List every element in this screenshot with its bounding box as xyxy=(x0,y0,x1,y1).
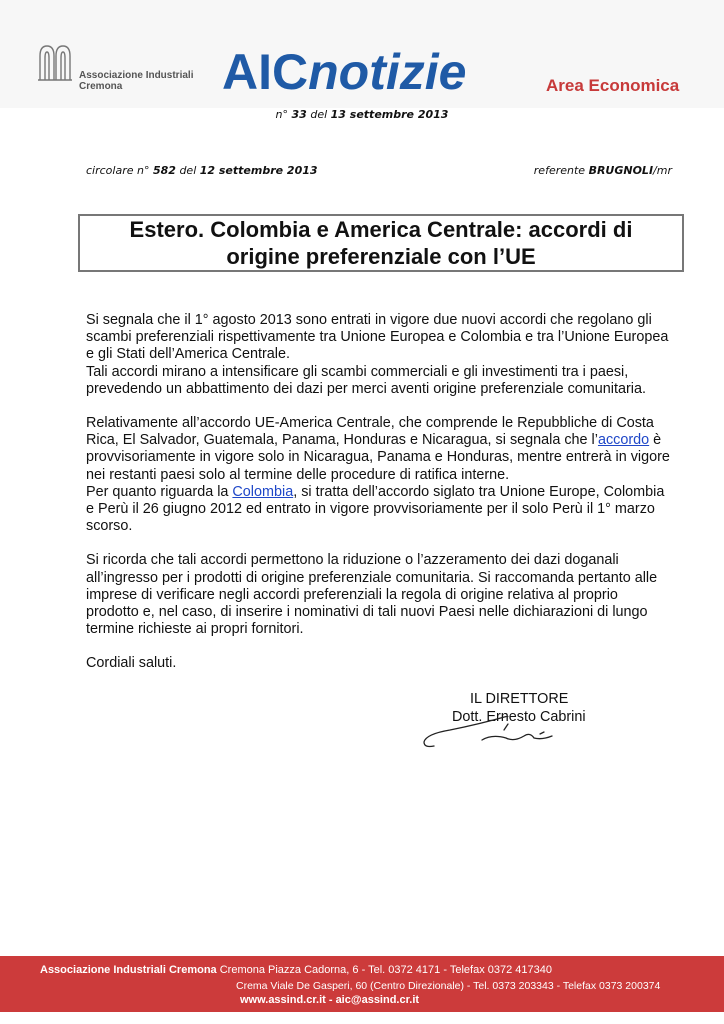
referent-meta xyxy=(534,164,672,177)
footer-org-name: Associazione Industriali Cremona xyxy=(40,964,217,976)
p4-line: e Perù il 26 giugno 2012 ed entrato in vigore provvisoriamente per il solo Perù il 1° marzo xyxy=(86,501,655,518)
signer-role: IL DIRETTORE xyxy=(470,691,569,707)
referent-prefix: referente xyxy=(533,164,586,177)
p3-line-with-link xyxy=(86,432,680,449)
p5-line: prodotto e, nel caso, di inserire i nominativi di tali nuovi Paesi nelle dichiarazioni di lungo xyxy=(86,604,648,621)
p4-line-with-link xyxy=(86,484,680,501)
association-name-line1: Associazione Industriali xyxy=(79,70,194,81)
footer-cremona-address: Cremona Piazza Cadorna, 6 - Tel. 0372 4171 - Telefax 0372 417340 xyxy=(219,964,552,976)
circular-number: 582 xyxy=(152,164,176,177)
title-line1: Estero. Colombia e America Centrale: accordi di xyxy=(129,217,633,242)
p3-line: Relativamente all’accordo UE-America Centrale, che comprende le Repubbliche di Costa xyxy=(86,415,654,432)
colombia-link[interactable]: Colombia xyxy=(232,483,294,500)
p3-text: Rica, El Salvador, Guatemala, Panama, Honduras e Nicaragua, si segnala che l’ xyxy=(86,432,598,449)
association-name xyxy=(79,70,193,92)
p5-line: imprese di verificare negli accordi preferenziali la regola di origine relativa al proprio xyxy=(86,586,618,603)
p1-line: scambi preferenziali rispettivamente tra Unione Europea e Colombia e tra l’Unione Europea xyxy=(86,329,669,346)
p3-text: è xyxy=(649,432,662,449)
issue-number: 33 xyxy=(291,108,307,121)
issue-date: 13 settembre 2013 xyxy=(330,108,449,121)
circular-prefix: circolare n° xyxy=(86,164,150,177)
p4-text: , si tratta dell’accordo siglato tra Unione Europe, Colombia xyxy=(293,483,665,500)
footer-line1 xyxy=(40,964,552,976)
p5-line: all’ingresso per i prodotti di origine preferenziale comunitaria. Si raccomanda pertanto alle xyxy=(86,569,658,586)
title-line2: origine preferenziale con l’UE xyxy=(226,244,536,269)
footer-crema-address: Crema Viale De Gasperi, 60 (Centro Direzionale) - Tel. 0373 203343 - Telefax 0373 200374 xyxy=(236,980,661,992)
body-text xyxy=(86,312,680,690)
referent-suffix: /mr xyxy=(653,164,672,177)
p1-line: e gli Stati dell’America Centrale. xyxy=(86,346,290,363)
p5-line: Si ricorda che tali accordi permettono la riduzione o l’azzeramento dei dazi doganali xyxy=(86,552,619,569)
circular-date: 12 settembre 2013 xyxy=(199,164,318,177)
p1-line: Si segnala che il 1° agosto 2013 sono entrati in vigore due nuovi accordi che regolano gli xyxy=(86,312,652,328)
referent-name: BRUGNOLI xyxy=(588,164,654,177)
brand-part-b: notizie xyxy=(308,44,467,100)
issue-prefix: n° xyxy=(275,108,289,121)
handwritten-signature-icon xyxy=(420,716,570,756)
footer-contacts[interactable]: www.assind.cr.it - aic@assind.cr.it xyxy=(240,994,420,1006)
paragraph-1 xyxy=(86,312,680,398)
area-label: Area Economica xyxy=(546,76,680,95)
signer-name: Dott. Ernesto Cabrini xyxy=(452,709,586,725)
p2-line: prevedendo un abbattimento dei dazi per merci aventi origine preferenziale comunitaria. xyxy=(86,380,646,397)
circular-meta xyxy=(86,164,318,177)
issue-del: del xyxy=(310,108,328,121)
paragraph-2 xyxy=(86,415,680,535)
association-logo-icon xyxy=(36,42,74,82)
p3-line: nei restanti paesi solo al termine delle procedure di ratifica interne. xyxy=(86,466,510,483)
p4-line: scorso. xyxy=(86,518,133,535)
circular-del: del xyxy=(179,164,197,177)
p2-line: Tali accordi mirano a intensificare gli scambi commerciali e gli investimenti tra i paesi, xyxy=(86,363,629,380)
title-box xyxy=(78,214,684,272)
p4-text: Per quanto riguarda la xyxy=(86,483,233,500)
document-title xyxy=(118,216,645,270)
accordo-link[interactable]: accordo xyxy=(597,432,650,449)
closing: Cordiali saluti. xyxy=(86,655,177,672)
brand-logo xyxy=(222,42,466,102)
brand-part-a: AIC xyxy=(222,44,309,100)
association-name-line2: Cremona xyxy=(79,81,123,92)
p5-line: termine richieste ai propri fornitori. xyxy=(86,621,304,638)
paragraph-3 xyxy=(86,552,680,638)
issue-line xyxy=(0,108,724,121)
p3-line: provvisoriamente in vigore solo in Nicaragua, Panama e Honduras, mentre entrerà in vigore xyxy=(86,449,670,466)
